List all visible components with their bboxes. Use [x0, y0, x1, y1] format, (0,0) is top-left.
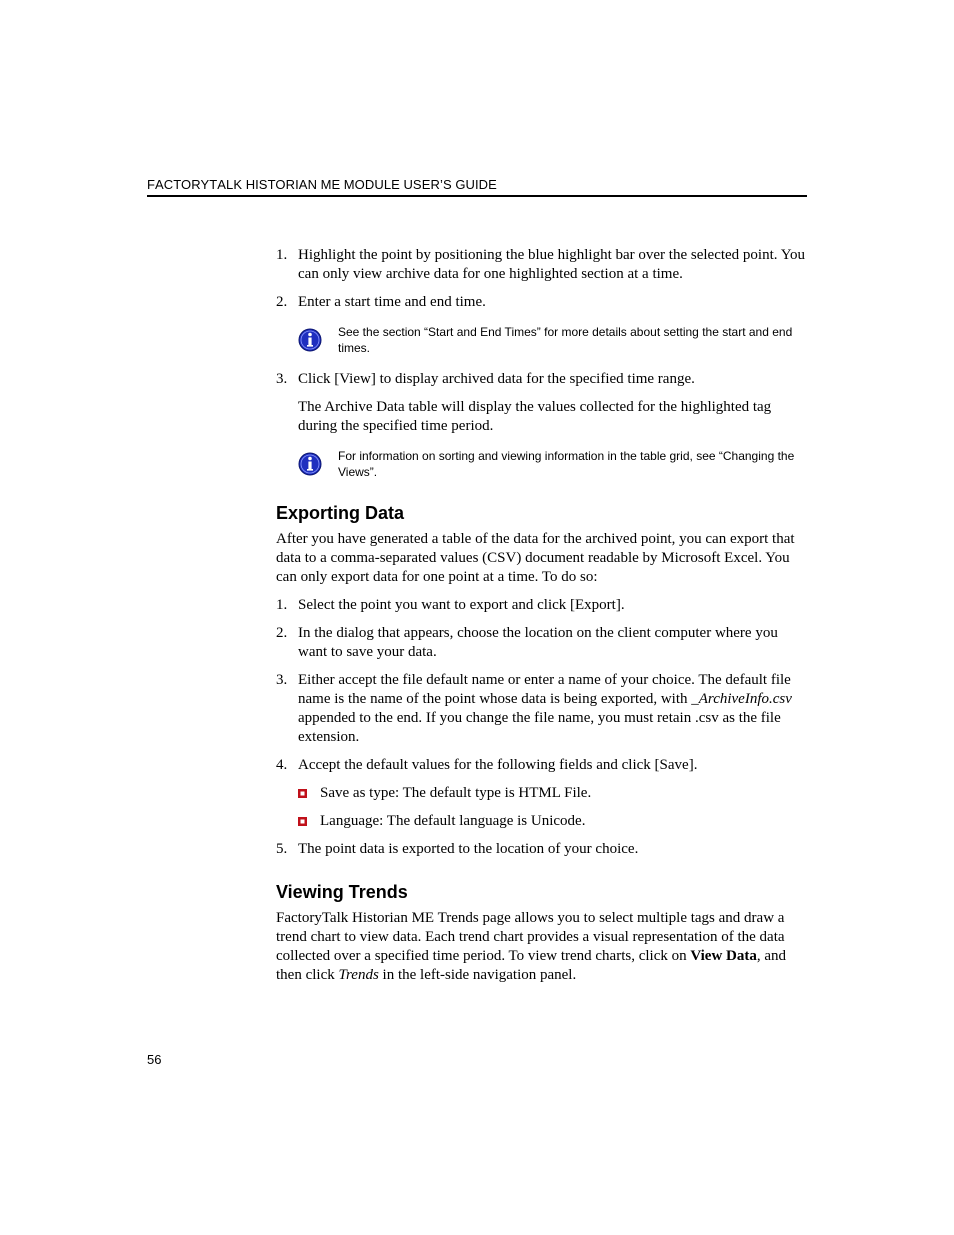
note-box [276, 324, 806, 356]
list-item: 2. Enter a start time and end time. [276, 294, 486, 310]
trends-label: Trends [338, 967, 379, 983]
view-data-label: View Data [690, 948, 757, 964]
bullet-item: Language: The default language is Unicode. [276, 812, 806, 831]
list-item: 1. Select the point you want to export and click [Export]. [276, 597, 625, 613]
filename-suffix: _ArchiveInfo.csv [691, 691, 792, 707]
info-icon [298, 328, 322, 352]
paragraph: FactoryTalk Historian ME Trends page allows you to select multiple tags and draw a trend chart to view data. Each trend chart provides a visual representation of the data collected over a specified time period. To view trend charts, click on View Data, and then click Trends in the left-side navigation panel. [276, 910, 787, 983]
list-item: 3. Either accept the file default name or enter a name of your choice. The default file name is the name of the point whose data is being exported, with _ArchiveInfo.csv appended to the end. If you change the file name, you must retain .csv as the file extension. [276, 672, 792, 745]
info-icon [298, 452, 322, 476]
paragraph: After you have generated a table of the data for the archived point, you can export that data to a comma-separated values (CSV) document readable by Microsoft Excel. You can only export data for one point at a time. To do so: [276, 531, 795, 585]
bullet-square-icon [298, 789, 307, 798]
page-number: 56 [147, 1052, 162, 1067]
list-item: 2. In the dialog that appears, choose the location on the client computer where you want to save your data. [276, 625, 778, 660]
list-item: 4. Accept the default values for the following fields and click [Save]. [276, 757, 698, 773]
note-box [276, 448, 806, 480]
bullet-item: Save as type: The default type is HTML File. [276, 784, 806, 803]
list-item: 5. The point data is exported to the location of your choice. [276, 841, 639, 857]
section-heading-exporting: Exporting Data [276, 503, 405, 523]
note-text: For information on sorting and viewing information in the table grid, see “Changing the Views”. [338, 449, 795, 479]
note-text: See the section “Start and End Times” for more details about setting the start and end times. [338, 325, 793, 355]
section-heading-trends: Viewing Trends [276, 882, 408, 902]
list-item: 1. Highlight the point by positioning the blue highlight bar over the selected point. You can only view archive data for one highlighted section at a time. [276, 247, 806, 282]
list-item: 3. Click [View] to display archived data for the specified time range. [276, 371, 695, 387]
step-continuation: The Archive Data table will display the values collected for the highlighted tag during the specified time period. [298, 399, 772, 434]
header-title: FACTORYTALK HISTORIAN ME MODULE USER’S GUIDE [147, 177, 497, 192]
page-content [276, 246, 806, 994]
bullet-square-icon [298, 817, 307, 826]
running-header [147, 177, 807, 197]
